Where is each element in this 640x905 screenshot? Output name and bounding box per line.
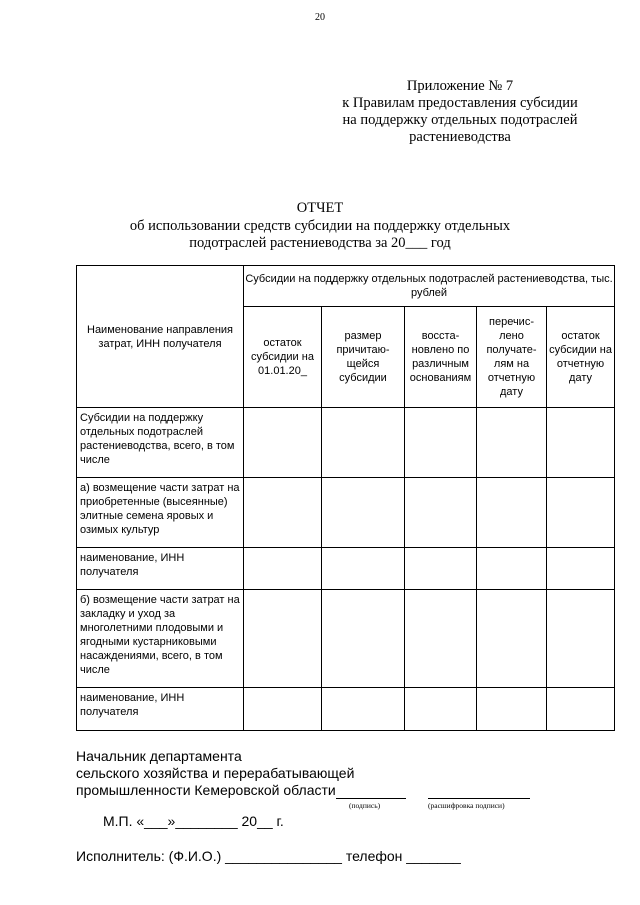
table-cell — [322, 548, 405, 590]
table-cell — [547, 590, 615, 688]
header-name-column: Наименование направления затрат, ИНН получателя — [77, 266, 244, 408]
header-column: остаток субсидии на 01.01.20_ — [244, 307, 322, 408]
report-title-block — [0, 200, 640, 253]
row-label: б) возмещение части затрат на закладку и уход за многолетними плодовыми и ягодными кустарниковыми насаждениями, всего, в том числе — [77, 590, 244, 688]
report-subtitle: об использовании средств субсидии на поддержку отдельных — [129, 217, 511, 234]
row-label: а) возмещение части затрат на приобретенные (высеянные) элитные семена яровых и озимых культур — [77, 478, 244, 548]
appendix-line: Приложение № 7 — [406, 78, 514, 94]
signatory-title: Начальник департамента — [76, 748, 242, 764]
table-cell — [405, 478, 477, 548]
table-row — [77, 590, 615, 688]
row-label: Субсидии на поддержку отдельных подотраслей растениеводства, всего, в том числе — [77, 408, 244, 478]
signature-block — [76, 748, 354, 799]
table-cell — [405, 408, 477, 478]
report-title: ОТЧЕТ — [296, 200, 344, 216]
table-row — [77, 478, 615, 548]
appendix-line: растениеводства — [409, 129, 511, 145]
signature-line — [336, 798, 406, 799]
header-column: размер причитаю-щейся субсидии — [322, 307, 405, 408]
report-subtitle: подотраслей растениеводства за 20___ год — [189, 235, 451, 251]
header-subsidy-group: Субсидии на поддержку отдельных подотраслей растениеводства, тыс. рублей — [244, 266, 615, 307]
table-cell — [322, 478, 405, 548]
report-table — [76, 265, 615, 731]
table-cell — [322, 688, 405, 731]
row-label: наименование, ИНН получателя — [77, 688, 244, 731]
table-cell — [477, 688, 547, 731]
header-column: остаток субсидии на отчетную дату — [547, 307, 615, 408]
table-row — [77, 548, 615, 590]
table-cell — [244, 688, 322, 731]
signature-decoding-line — [428, 798, 530, 799]
executor-line: Исполнитель: (Ф.И.О.) _______________ телефон _______ — [76, 848, 461, 864]
header-column: восста-новлено по различным основаниям — [405, 307, 477, 408]
table-cell — [322, 590, 405, 688]
table-cell — [547, 478, 615, 548]
signatory-title: сельского хозяйства и перерабатывающей — [76, 765, 355, 781]
table-cell — [244, 478, 322, 548]
table-cell — [322, 408, 405, 478]
table-cell — [547, 408, 615, 478]
appendix-line: на поддержку отдельных подотраслей — [342, 112, 578, 128]
appendix-reference — [300, 78, 620, 146]
table-cell — [405, 548, 477, 590]
table-row — [77, 688, 615, 731]
table-cell — [405, 590, 477, 688]
signatory-title: промышленности Кемеровской области — [76, 782, 336, 798]
page-number: 20 — [315, 12, 325, 23]
table-cell — [244, 590, 322, 688]
table-cell — [477, 590, 547, 688]
stamp-date-line: М.П. «___»________ 20__ г. — [103, 813, 284, 829]
table-cell — [477, 478, 547, 548]
appendix-line: к Правилам предоставления субсидии — [342, 95, 578, 111]
table-cell — [244, 408, 322, 478]
table-cell — [244, 548, 322, 590]
table-cell — [405, 688, 477, 731]
row-label: наименование, ИНН получателя — [77, 548, 244, 590]
table-cell — [477, 408, 547, 478]
table-cell — [547, 688, 615, 731]
signature-caption: (подпись) — [349, 801, 381, 810]
table-header-row — [77, 266, 615, 307]
table-row — [77, 408, 615, 478]
header-column: перечис-лено получате-лям на отчетную дату — [477, 307, 547, 408]
table-cell — [547, 548, 615, 590]
table-cell — [477, 548, 547, 590]
signature-decoding-caption: (расшифровка подписи) — [428, 801, 505, 810]
